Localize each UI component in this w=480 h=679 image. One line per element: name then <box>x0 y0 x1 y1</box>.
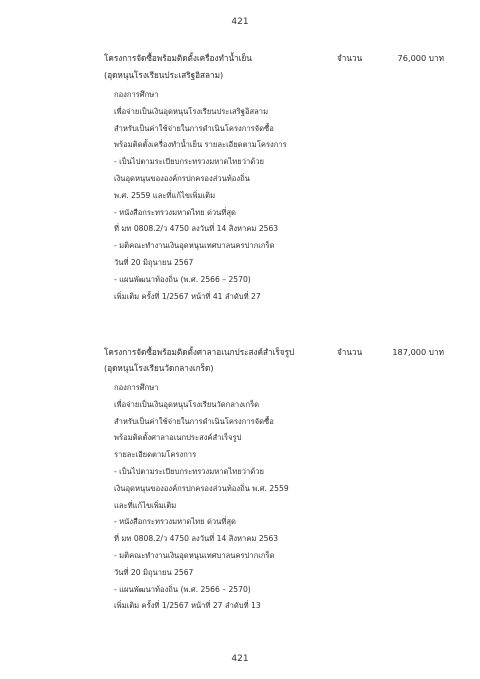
project-title: โครงการจัดซื้อพร้อมติดตั้งศาลาอเนกประสงค์สำเร็จรูป <box>104 347 295 357</box>
header-page-number: 421 <box>231 17 249 27</box>
detail-line: เงินอุดหนุนขององค์กรปกครองส่วนท้องถิ่น พ.ศ. 2559 <box>114 483 289 493</box>
amount-value: 187,000 บาท <box>392 347 444 357</box>
detail-line: - หนังสือกระทรวงมหาดไทย ด่วนที่สุด <box>114 517 236 527</box>
detail-line: เพื่อจ่ายเป็นเงินอุดหนุนโรงเรียนวัดกลางเกร็ด <box>114 399 260 409</box>
detail-line: สำหรับเป็นค่าใช้จ่ายในการดำเนินโครงการจัดซื้อ <box>114 416 274 426</box>
detail-line: - หนังสือกระทรวงมหาดไทย ด่วนที่สุด <box>114 207 236 217</box>
detail-line: - มติคณะทำงานเงินอุดหนุนเทศบาลนครปากเกร็ด <box>114 241 275 251</box>
detail-line: และที่แก้ไขเพิ่มเติม <box>114 500 177 510</box>
amount-label: จำนวน <box>337 347 363 357</box>
detail-line: สำหรับเป็นค่าใช้จ่ายในการดำเนินโครงการจัดซื้อ <box>114 123 274 133</box>
detail-line: ที่ มท 0808.2/ว 4750 ลงวันที่ 14 สิงหาคม 2563 <box>114 224 279 234</box>
detail-line: รายละเอียดตามโครงการ <box>114 450 197 460</box>
detail-line: เพิ่มเติม ครั้งที่ 1/2567 หน้าที่ 27 ลำดับที่ 13 <box>114 601 261 611</box>
detail-line: วันที่ 20 มิถุนายน 2567 <box>114 567 194 577</box>
detail-line: กองการศึกษา <box>114 90 159 99</box>
project-details <box>114 380 289 615</box>
detail-line: เงินอุดหนุนขององค์กรปกครองส่วนท้องถิ่น <box>114 173 250 183</box>
detail-line: กองการศึกษา <box>114 383 159 392</box>
project-title: โครงการจัดซื้อพร้อมติดตั้งเครื่องทำน้ำเย็น <box>104 53 252 63</box>
detail-line: พ.ศ. 2559 และที่แก้ไขเพิ่มเติม <box>114 190 216 200</box>
detail-line: - เป็นไปตามระเบียบกระทรวงมหาดไทยว่าด้วย <box>114 157 264 167</box>
detail-line: วันที่ 20 มิถุนายน 2567 <box>114 257 194 267</box>
project-subtitle: (อุดหนุนโรงเรียนวัดกลางเกร็ด) <box>104 363 214 373</box>
detail-line: ที่ มท 0808.2/ว 4750 ลงวันที่ 14 สิงหาคม 2563 <box>114 534 279 544</box>
detail-line: - แผนพัฒนาท้องถิ่น (พ.ศ. 2566 – 2570) <box>114 274 251 284</box>
detail-line: - แผนพัฒนาท้องถิ่น (พ.ศ. 2566 – 2570) <box>114 584 251 594</box>
detail-line: เพิ่มเติม ครั้งที่ 1/2567 หน้าที่ 41 ลำดับที่ 27 <box>114 291 261 301</box>
amount-label: จำนวน <box>337 53 363 63</box>
detail-line: พร้อมติดตั้งเครื่องทำน้ำเย็น รายละเอียดตามโครงการ <box>114 140 287 150</box>
footer-page-number: 421 <box>231 654 249 664</box>
project-subtitle: (อุดหนุนโรงเรียนประเสริฐอิสลาม) <box>104 70 224 80</box>
detail-line: พร้อมติดตั้งศาลาอเนกประสงค์สำเร็จรูป <box>114 433 242 443</box>
detail-line: เพื่อจ่ายเป็นเงินอุดหนุนโรงเรียนประเสริฐอิสลาม <box>114 106 269 116</box>
project-details <box>114 87 287 305</box>
detail-line: - มติคณะทำงานเงินอุดหนุนเทศบาลนครปากเกร็ด <box>114 550 275 560</box>
detail-line: - เป็นไปตามระเบียบกระทรวงมหาดไทยว่าด้วย <box>114 466 264 476</box>
amount-value: 76,000 บาท <box>397 53 444 63</box>
